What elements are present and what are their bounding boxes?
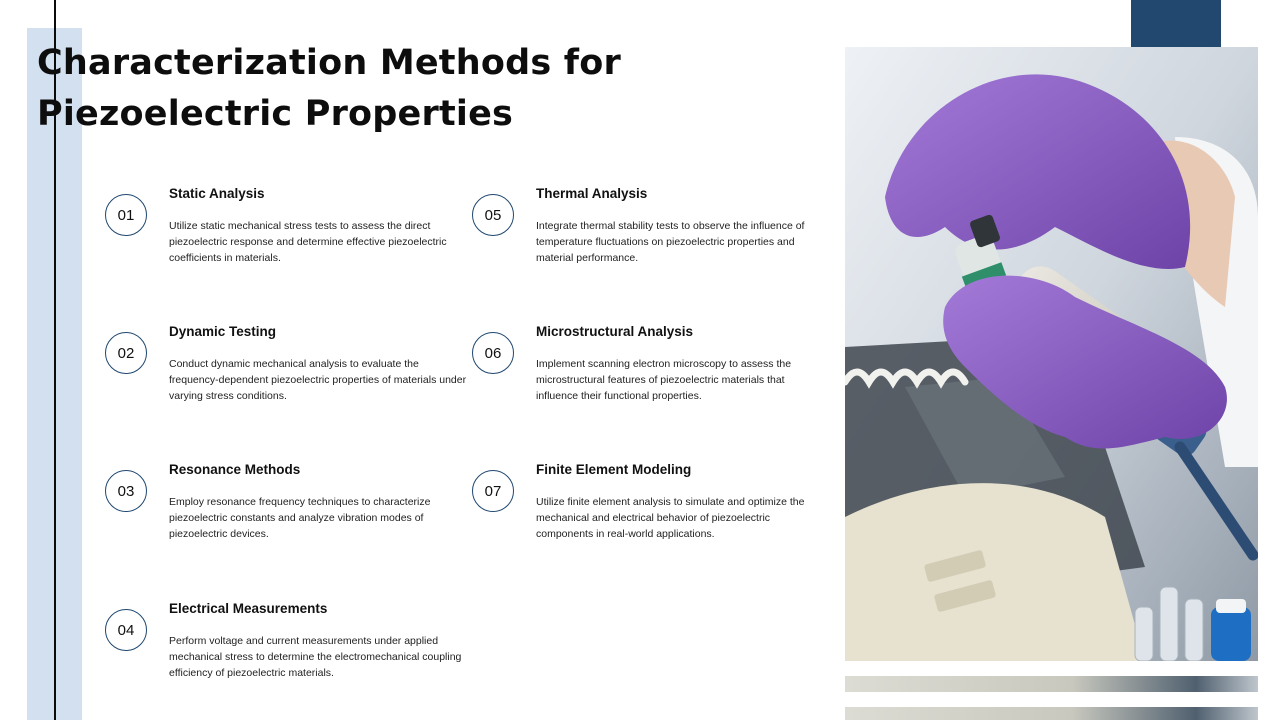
corner-accent-block: [1131, 0, 1221, 47]
number-badge: 07: [472, 470, 514, 512]
method-item-02: [117, 324, 469, 404]
method-description: Employ resonance frequency techniques to characterize piezoelectric constants and analyze vibration modes of piezoelectric devices.: [169, 496, 431, 540]
method-description: Perform voltage and current measurements under applied mechanical stress to determine the electromechanical coupling efficiency of piezoelectric materials.: [169, 635, 462, 679]
photo-strip-bottom: [845, 707, 1258, 720]
number-badge: 01: [105, 194, 147, 236]
method-item-03: [117, 462, 469, 542]
method-description: Utilize finite element analysis to simulate and optimize the mechanical and electrical behavior of piezoelectric components in real-world applications.: [536, 496, 805, 540]
photo-strip-top: [845, 676, 1258, 692]
method-item-07: [484, 462, 821, 542]
method-description: Utilize static mechanical stress tests to assess the direct piezoelectric response and determine effective piezoelectric coefficients in materials.: [169, 220, 447, 264]
method-title: Microstructural Analysis: [536, 324, 694, 339]
method-item-04: [117, 601, 469, 681]
method-description: Conduct dynamic mechanical analysis to evaluate the frequency-dependent piezoelectric properties of materials under varying stress conditions.: [169, 358, 467, 402]
method-title: Static Analysis: [169, 186, 265, 201]
number-badge: 03: [105, 470, 147, 512]
number-badge: 05: [472, 194, 514, 236]
slide-title: Characterization Methods for Piezoelectric Properties: [37, 43, 621, 134]
method-title: Dynamic Testing: [169, 324, 277, 339]
method-title: Electrical Measurements: [169, 601, 328, 616]
method-item-06: [484, 324, 821, 404]
method-description: Implement scanning electron microscopy to assess the microstructural features of piezoelectric materials that influence their functional properties.: [536, 358, 792, 402]
number-badge: 02: [105, 332, 147, 374]
number-badge: 06: [472, 332, 514, 374]
method-item-01: [117, 186, 469, 266]
method-title: Resonance Methods: [169, 462, 301, 477]
method-description: Integrate thermal stability tests to observe the influence of temperature fluctuations on piezoelectric properties and material performance.: [536, 220, 805, 264]
method-item-05: [484, 186, 821, 266]
method-title: Finite Element Modeling: [536, 462, 692, 477]
number-badge: 04: [105, 609, 147, 651]
gloved-hands-pipette-icon: [845, 47, 1258, 661]
method-title: Thermal Analysis: [536, 186, 648, 201]
lab-photo: [845, 47, 1258, 661]
